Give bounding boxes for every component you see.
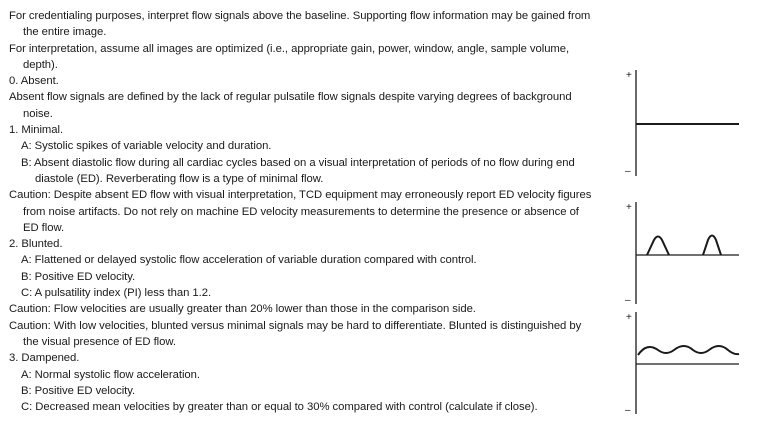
absent-waveform-diagram: [625, 70, 739, 177]
blunted-minus-label: –: [625, 405, 631, 416]
dampened-item-c: C: Decreased mean velocities by greater than or equal to 30% compared with control (calculate if close).: [21, 401, 538, 414]
blunted-item-c: C: A pulsatility index (PI) less than 1.2.: [21, 287, 212, 300]
blunted-wave-signal: [638, 346, 739, 355]
minimal-waveform-diagram: [625, 202, 739, 306]
caution-ed-velocity: Caution: Despite absent ED flow with visual interpretation, TCD equipment may erroneously report ED velocity figures from noise artifacts. Do not rely on machine ED velocity measurements to determine the presence or absence of ED flow.: [9, 189, 592, 234]
heading-absent: 0. Absent.: [9, 75, 59, 88]
heading-dampened: 3. Dampened.: [9, 352, 80, 365]
minimal-item-b: B: Absent diastolic flow during all cardiac cycles based on a visual interpretation of periods of no flow during end diastole (ED). Reverberating flow is a type of minimal flow.: [21, 156, 575, 185]
heading-blunted: 2. Blunted.: [9, 238, 63, 251]
paragraph-intro: For credentialing purposes, interpret flow signals above the baseline. Supporting flow information may be gained from the entire image.: [9, 10, 591, 39]
caution-flow-velocities: Caution: Flow velocities are usually greater than 20% lower than those in the comparison side.: [9, 303, 476, 316]
absent-plus-label: +: [626, 70, 632, 81]
dampened-item-b: B: Positive ED velocity.: [21, 384, 136, 397]
blunted-plus-label: +: [626, 312, 632, 323]
minimal-minus-label: –: [625, 295, 631, 306]
heading-minimal: 1. Minimal.: [9, 124, 64, 137]
minimal-item-a: A: Systolic spikes of variable velocity and duration.: [21, 140, 272, 153]
blunted-item-a: A: Flattened or delayed systolic flow acceleration of variable duration compared with control.: [21, 254, 477, 267]
dampened-item-a: A: Normal systolic flow acceleration.: [21, 368, 200, 381]
minimal-spike-1: [647, 237, 669, 256]
blunted-item-b: B: Positive ED velocity.: [21, 270, 136, 283]
minimal-spike-2: [703, 236, 721, 256]
caution-low-velocities: Caution: With low velocities, blunted versus minimal signals may be hard to differentiate. Blunted is distinguished by the visual presence of ED flow.: [9, 319, 582, 348]
paragraph-optimization: For interpretation, assume all images are optimized (i.e., appropriate gain, power, window, angle, sample volume, depth).: [9, 42, 570, 71]
waveform-diagrams: [600, 0, 771, 427]
waveform-diagrams-svg: [600, 0, 771, 427]
minimal-plus-label: +: [626, 202, 632, 213]
text-column: [9, 8, 594, 415]
blunted-waveform-diagram: [625, 312, 739, 416]
paragraph-absent-definition: Absent flow signals are defined by the lack of regular pulsatile flow signals despite varying degrees of background noise.: [9, 91, 572, 120]
absent-minus-label: –: [625, 166, 631, 177]
